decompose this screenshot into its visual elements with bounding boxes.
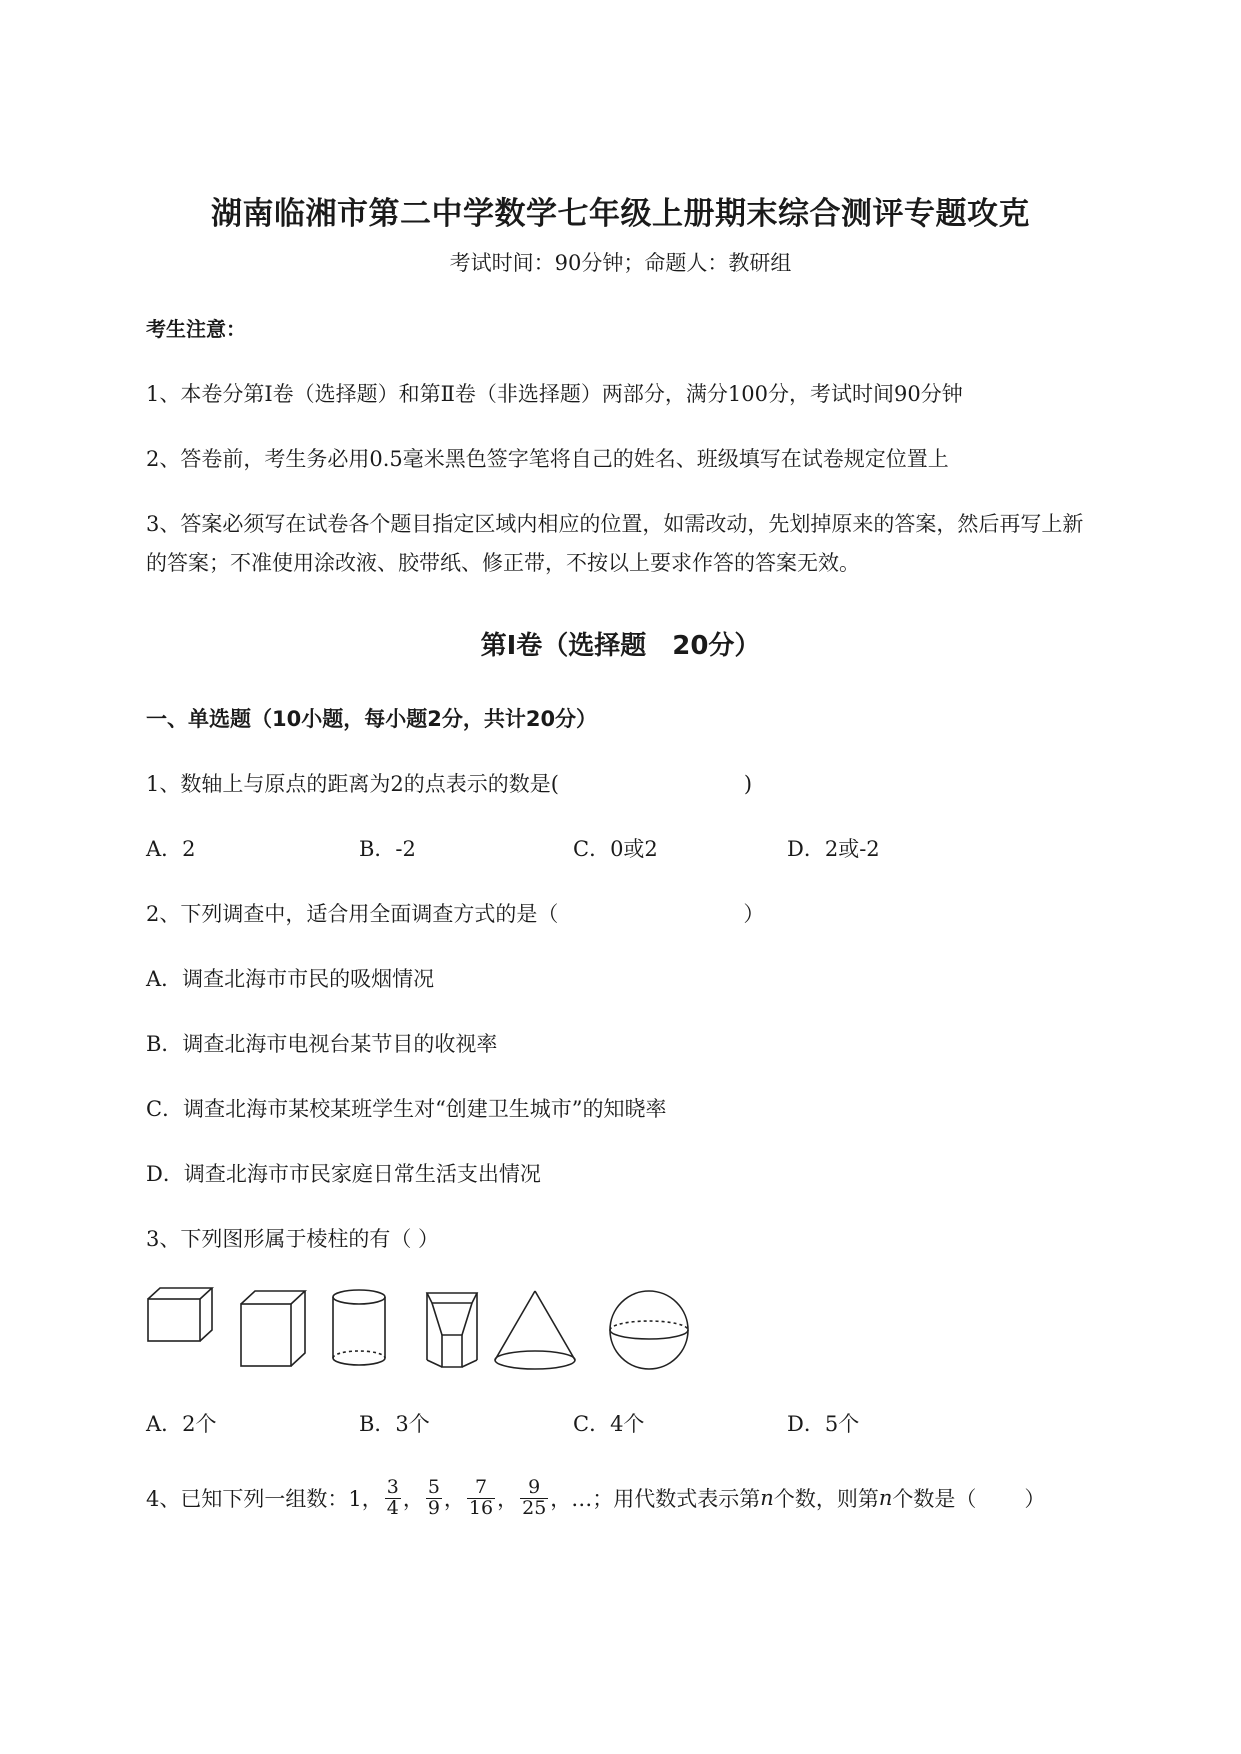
fraction-3-numerator: 7 xyxy=(474,1476,488,1498)
page-title: 湖南临湘市第二中学数学七年级上册期末综合测评专题攻克 xyxy=(211,196,1030,232)
variable-n: n xyxy=(760,1486,774,1511)
question-1-text: 1、数轴上与原点的距离为2的点表示的数是( xyxy=(146,772,559,796)
fraction-1-denominator: 4 xyxy=(386,1496,399,1519)
section-title: 第Ⅰ卷（选择题 20分） xyxy=(480,631,761,661)
separator: ， xyxy=(443,1487,465,1512)
question-4-suffix: 个数是（ xyxy=(892,1487,977,1512)
notice-heading: 考生注意： xyxy=(146,317,246,341)
question-4-close: ） xyxy=(1024,1487,1046,1512)
separator: ， xyxy=(497,1487,519,1512)
question-2-text: 2、下列调查中，适合用全面调查方式的是（ xyxy=(146,902,559,926)
fraction-4 xyxy=(520,1478,548,1519)
question-2-close: ） xyxy=(743,902,765,926)
notice-item-2: 2、答卷前，考生务必用0.5毫米黑色签字笔将自己的姓名、班级填写在试卷规定位置上 xyxy=(146,447,949,471)
cube-icon xyxy=(239,1288,307,1370)
fraction-1 xyxy=(385,1478,401,1519)
q1-option-d[interactable]: D．2或-2 xyxy=(787,837,880,861)
question-2-stem xyxy=(146,898,764,928)
cone-icon xyxy=(492,1288,578,1372)
q2-option-a[interactable]: A．调查北海市市民的吸烟情况 xyxy=(146,967,435,991)
fraction-2 xyxy=(426,1478,442,1519)
q3-option-d[interactable]: D．5个 xyxy=(787,1412,860,1436)
fraction-3 xyxy=(467,1478,495,1519)
question-3-stem: 3、下列图形属于棱柱的有（ ） xyxy=(146,1227,440,1251)
question-1-stem xyxy=(146,768,752,798)
q1-option-b[interactable]: B．-2 xyxy=(359,837,416,861)
q1-option-c[interactable]: C．0或2 xyxy=(573,837,658,861)
cylinder-icon xyxy=(330,1288,388,1368)
fraction-4-denominator: 25 xyxy=(522,1496,547,1519)
sphere-icon xyxy=(607,1288,691,1372)
q2-option-b[interactable]: B．调查北海市电视台某节目的收视率 xyxy=(146,1032,498,1056)
question-4-middle: …；用代数式表示第 xyxy=(571,1487,761,1512)
notice-item-1: 1、本卷分第Ⅰ卷（选择题）和第Ⅱ卷（非选择题）两部分，满分100分，考试时间90分钟 xyxy=(146,382,963,406)
q1-option-a[interactable]: A．2 xyxy=(146,837,196,861)
q3-option-a[interactable]: A．2个 xyxy=(146,1412,217,1436)
notice-item-3-line1: 3、答案必须写在试卷各个题目指定区域内相应的位置，如需改动，先划掉原来的答案，然后再写上新 xyxy=(146,512,1084,536)
fraction-2-numerator: 5 xyxy=(427,1476,440,1498)
q2-option-c[interactable]: C．调查北海市某校某班学生对“创建卫生城市”的知晓率 xyxy=(146,1097,667,1121)
notice-item-3-line2: 的答案；不准使用涂改液、胶带纸、修正带，不按以上要求作答的答案无效。 xyxy=(146,551,860,575)
fraction-3-denominator: 16 xyxy=(468,1496,494,1519)
exam-info: 考试时间：90分钟；命题人：教研组 xyxy=(449,251,792,275)
fraction-2-denominator: 9 xyxy=(427,1496,440,1519)
question-1-close: ) xyxy=(743,772,753,796)
variable-n: n xyxy=(878,1486,893,1511)
question-4-stem xyxy=(146,1478,1045,1519)
fraction-1-numerator: 3 xyxy=(386,1476,399,1498)
separator: ， xyxy=(550,1487,572,1512)
question-4-middle2: 个数，则第 xyxy=(773,1487,879,1512)
cuboid-icon xyxy=(146,1285,214,1345)
fraction-4-numerator: 9 xyxy=(528,1476,541,1498)
separator: ， xyxy=(402,1487,424,1512)
q3-option-c[interactable]: C．4个 xyxy=(573,1412,645,1436)
frustum-icon xyxy=(424,1290,480,1370)
part-heading: 一、单选题（10小题，每小题2分，共计20分） xyxy=(146,707,598,731)
question-4-prefix: 4、已知下列一组数：1， xyxy=(146,1487,383,1512)
q3-option-b[interactable]: B．3个 xyxy=(359,1412,430,1436)
q2-option-d[interactable]: D．调查北海市市民家庭日常生活支出情况 xyxy=(146,1162,541,1186)
